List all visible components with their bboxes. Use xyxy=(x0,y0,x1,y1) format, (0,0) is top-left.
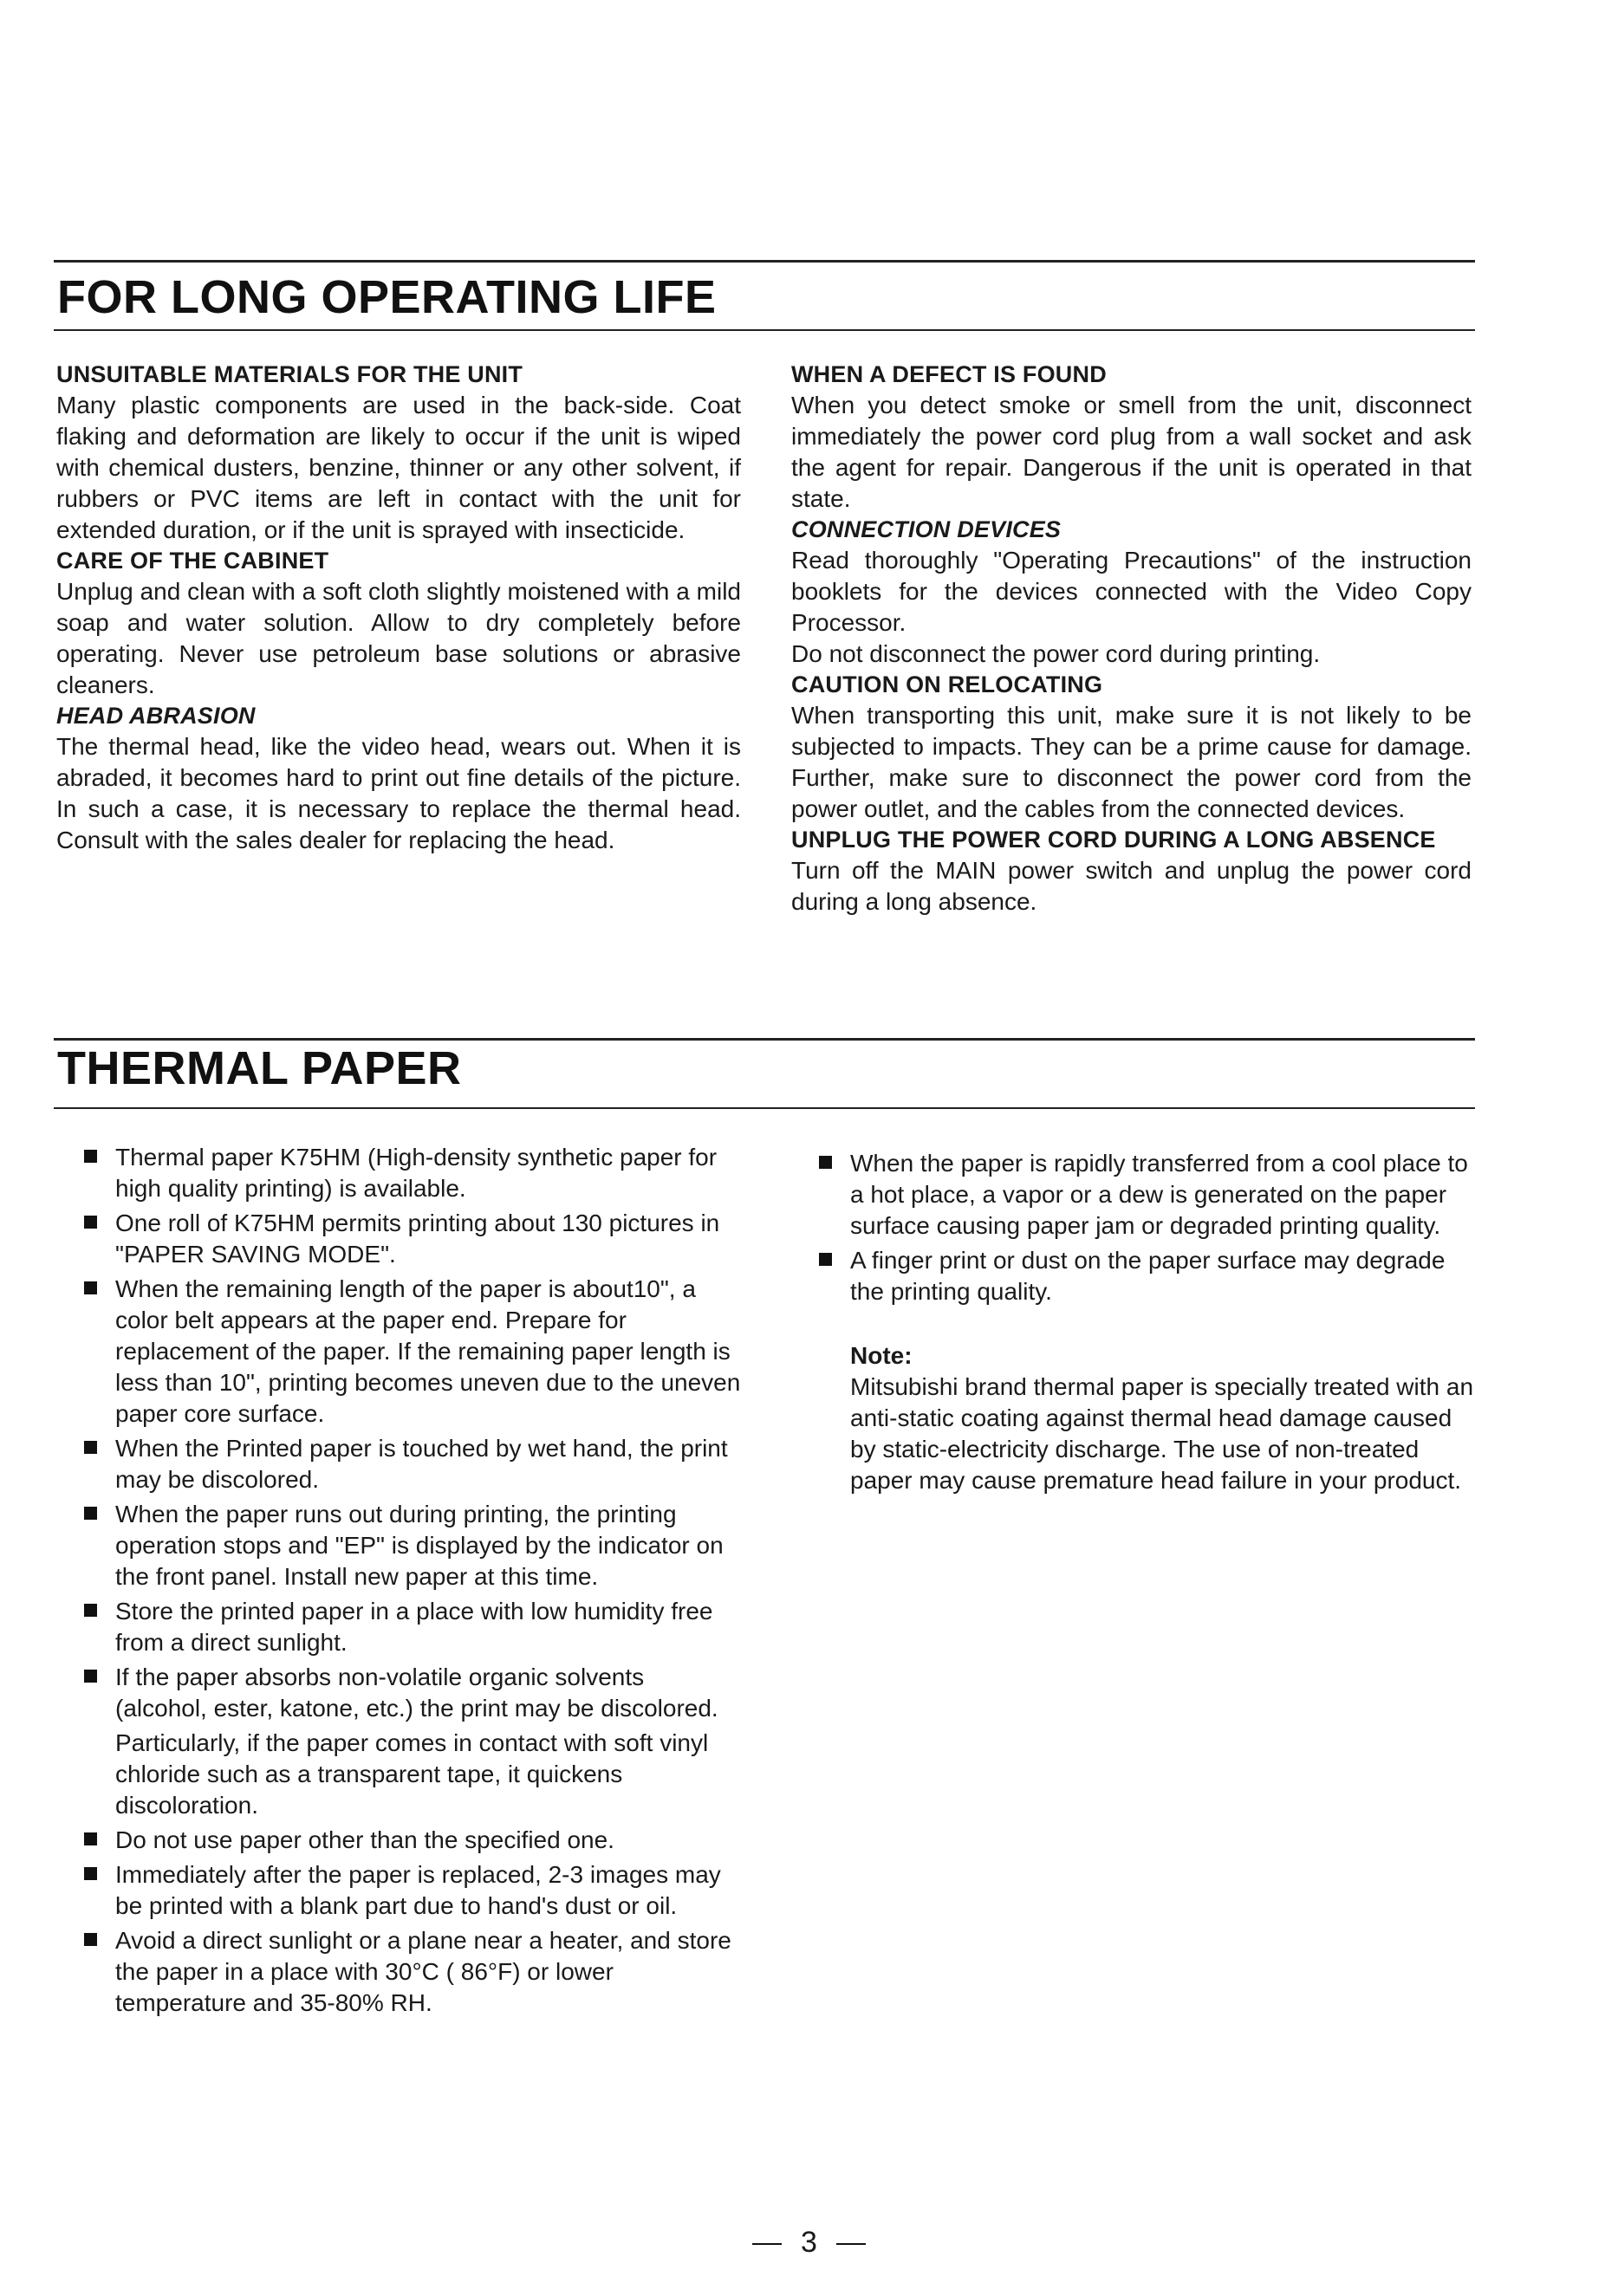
bullet-square-icon xyxy=(84,1281,97,1294)
thermal-paper-right-column xyxy=(817,1148,1476,1496)
text-unsuitable-materials: Many plastic components are used in the back-side. Coat flaking and deformation are likely to occur if the unit is wiped with chemical dusters, benzine, thinner or any other solvent, if rubbers or PVC items are left in contact with the unit for extended duration, or if the unit is sprayed with insecticide. xyxy=(56,392,741,543)
text-connection-devices: Read thoroughly "Operating Precautions" of the instruction booklets for the devices connected with the Video Copy Processor. xyxy=(791,547,1472,636)
bullet-item: When the paper runs out during printing, the printing operation stops and "EP" is displayed by the indicator on the front panel. Install new paper at this time. xyxy=(82,1499,741,1592)
page-number xyxy=(0,2225,1618,2260)
bullet-item: Immediately after the paper is replaced, 2-3 images may be printed with a blank part due to hand's dust or oil. xyxy=(82,1859,741,1922)
text-connection-devices-2: Do not disconnect the power cord during printing. xyxy=(791,640,1321,667)
note-block xyxy=(817,1340,1476,1496)
bullet-item: Do not use paper other than the specified one. xyxy=(82,1825,741,1856)
bullet-square-icon xyxy=(84,1867,97,1880)
section-header-thermal-paper xyxy=(54,1038,1475,1116)
thermal-paper-bullets-right xyxy=(817,1148,1476,1307)
header-rule-bottom xyxy=(54,329,1475,331)
thermal-paper-bullets-left xyxy=(82,1142,741,2019)
heading-care-of-cabinet: CARE OF THE CABINET xyxy=(56,548,329,574)
bullet-item: When the paper is rapidly transferred from a cool place to a hot place, a vapor or a dew is generated on the paper surface causing paper jam or degraded printing quality. xyxy=(817,1148,1476,1242)
heading-unsuitable-materials: UNSUITABLE MATERIALS FOR THE UNIT xyxy=(56,361,523,387)
text-care-of-cabinet: Unplug and clean with a soft cloth slightly moistened with a mild soap and water solution. Allow to dry completely before operating. Never use petroleum base solutions or abrasive cleaners. xyxy=(56,578,741,698)
header-rule-top xyxy=(54,1038,1475,1041)
header-rule-top xyxy=(54,260,1475,263)
bullet-square-icon xyxy=(84,1150,97,1163)
bullet-square-icon xyxy=(84,1670,97,1683)
text-head-abrasion: The thermal head, like the video head, wears out. When it is abraded, it becomes hard to print out fine details of the picture. In such a case, it is necessary to replace the thermal head. Consult with the sales dealer for replacing the head. xyxy=(56,733,741,853)
long-life-left-column xyxy=(56,360,741,856)
heading-head-abrasion: HEAD ABRASION xyxy=(56,703,256,729)
text-defect-found: When you detect smoke or smell from the unit, disconnect immediately the power cord plug from a wall socket and ask the agent for repair. Dangerous if the unit is operated in that state. xyxy=(791,392,1472,512)
heading-caution-relocating: CAUTION ON RELOCATING xyxy=(791,671,1103,697)
thermal-paper-left-column xyxy=(82,1142,741,2022)
page-number-dash-right xyxy=(836,2243,866,2245)
section-header-long-life xyxy=(54,260,1475,338)
bullet-square-icon xyxy=(84,1933,97,1946)
header-rule-bottom xyxy=(54,1107,1475,1109)
bullet-item: Avoid a direct sunlight or a plane near a heater, and store the paper in a place with 30°C ( 86°F) or lower temperature and 35-80% RH. xyxy=(82,1925,741,2019)
bullet-square-icon xyxy=(84,1604,97,1617)
heading-connection-devices: CONNECTION DEVICES xyxy=(791,516,1062,542)
long-life-right-column xyxy=(791,360,1472,918)
bullet-square-icon xyxy=(819,1253,832,1266)
bullet-item: A finger print or dust on the paper surface may degrade the printing quality. xyxy=(817,1245,1476,1307)
page-number-value: 3 xyxy=(801,2226,817,2259)
text-unplug-power-cord: Turn off the MAIN power switch and unplug the power cord during a long absence. xyxy=(791,857,1472,915)
section-title-thermal-paper: THERMAL PAPER xyxy=(57,1042,462,1094)
section-title-long-life: FOR LONG OPERATING LIFE xyxy=(57,271,717,323)
bullet-item: When the Printed paper is touched by wet hand, the print may be discolored. xyxy=(82,1433,741,1495)
heading-defect-found: WHEN A DEFECT IS FOUND xyxy=(791,361,1107,387)
bullet-item: If the paper absorbs non-volatile organic solvents (alcohol, ester, katone, etc.) the print may be discolored. Particularly, if the paper comes in contact with soft vinyl chloride such as a transparent tape, it quickens discoloration. xyxy=(82,1662,741,1821)
bullet-square-icon xyxy=(84,1216,97,1229)
heading-unplug-power-cord: UNPLUG THE POWER CORD DURING A LONG ABSENCE xyxy=(791,827,1436,853)
note-heading: Note: xyxy=(850,1342,913,1369)
page-number-dash-left xyxy=(752,2243,782,2245)
bullet-square-icon xyxy=(84,1832,97,1845)
note-text: Mitsubishi brand thermal paper is specially treated with an anti-static coating against thermal head damage caused by static-electricity discharge. The use of non-treated paper may cause premature head failure in your product. xyxy=(850,1373,1474,1494)
bullet-square-icon xyxy=(84,1507,97,1520)
bullet-item: Thermal paper K75HM (High-density synthetic paper for high quality printing) is available. xyxy=(82,1142,741,1204)
bullet-item: One roll of K75HM permits printing about 130 pictures in "PAPER SAVING MODE". xyxy=(82,1208,741,1270)
text-caution-relocating: When transporting this unit, make sure it is not likely to be subjected to impacts. They can be a prime cause for damage. Further, make sure to disconnect the power cord from the power outlet, and the cables from the connected devices. xyxy=(791,702,1472,822)
bullet-item: When the remaining length of the paper is about10", a color belt appears at the paper end. Prepare for replacement of the paper. If the remaining paper length is less than 10", printing becomes uneven due to the uneven paper core surface. xyxy=(82,1274,741,1430)
bullet-extra-text: Particularly, if the paper comes in contact with soft vinyl chloride such as a transparent tape, it quickens discoloration. xyxy=(115,1729,709,1819)
bullet-square-icon xyxy=(84,1441,97,1454)
bullet-item: Store the printed paper in a place with low humidity free from a direct sunlight. xyxy=(82,1596,741,1658)
bullet-square-icon xyxy=(819,1156,832,1169)
